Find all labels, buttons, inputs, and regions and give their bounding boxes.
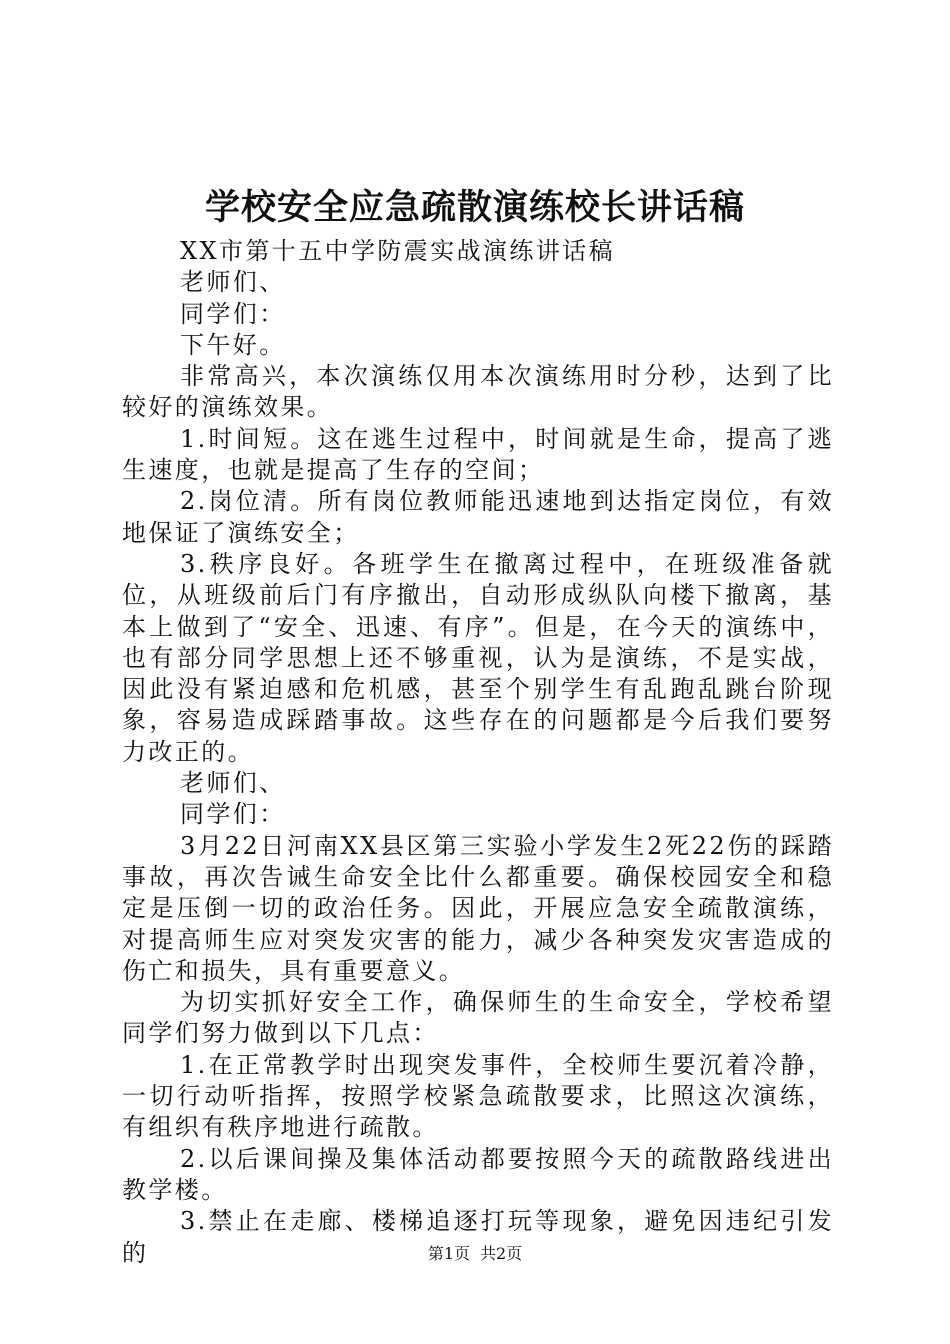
page-total: 共2页 bbox=[480, 1244, 523, 1263]
paragraph: 3.秩序良好。各班学生在撤离过程中，在班级准备就位，从班级前后门有序撤出，自动形成纵队向楼下撤离，基本上做到了“安全、迅速、有序”。但是，在今天的演练中，也有部分同学思想上还不够重视，认为是演练，不是实战，因此没有紧迫感和危机感，甚至个别学生有乱跑乱跳台阶现象，容易造成踩踏事故。这些存在的问题都是今后我们要努力改正的。 bbox=[122, 549, 834, 766]
paragraph: 下午好。 bbox=[180, 330, 286, 359]
paragraph: 2.以后课间操及集体活动都要按照今天的疏散路线进出教学楼。 bbox=[122, 1144, 834, 1204]
paragraph: 为切实抓好安全工作，确保师生的生命安全，学校希望同学们努力做到以下几点： bbox=[122, 988, 834, 1048]
paragraph: 1.时间短。这在逃生过程中，时间就是生命，提高了逃生速度，也就是提高了生存的空间； bbox=[122, 424, 834, 485]
page-number: 第1页 bbox=[427, 1244, 470, 1263]
paragraph: 老师们、 bbox=[180, 769, 286, 798]
paragraph: 3.禁止在走廊、楼梯追逐打玩等现象，避免因违纪引发的 bbox=[122, 1207, 834, 1267]
page-footer bbox=[0, 1243, 950, 1265]
paragraph: 2.岗位清。所有岗位教师能迅速地到达指定岗位，有效地保证了演练安全； bbox=[122, 487, 834, 547]
document-title: 学校安全应急疏散演练校长讲话稿 bbox=[204, 187, 745, 228]
paragraph: XX市第十五中学防震实战演练讲话稿 bbox=[180, 237, 615, 265]
paragraph: 1.在正常教学时出现突发事件，全校师生要沉着冷静，一切行动听指挥，按照学校紧急疏散要求，比照这次演练，有组织有秩序地进行疏散。 bbox=[122, 1050, 834, 1142]
paragraph: 同学们： bbox=[180, 800, 286, 829]
paragraph: 3月22日河南XX县区第三实验小学发生2死22伤的踩踏事故，再次告诫生命安全比什么都重要。确保校园安全和稳定是压倒一切的政治任务。因此，开展应急安全疏散演练，对提高师生应对突发灾害的能力，减少各种突发灾害造成的伤亡和损失，具有重要意义。 bbox=[122, 831, 834, 985]
document-body bbox=[122, 236, 834, 1269]
paragraph: 非常高兴，本次演练仅用本次演练用时分秒，达到了比较好的演练效果。 bbox=[122, 362, 834, 422]
paragraph: 同学们： bbox=[180, 299, 286, 328]
paragraph: 老师们、 bbox=[180, 268, 286, 297]
